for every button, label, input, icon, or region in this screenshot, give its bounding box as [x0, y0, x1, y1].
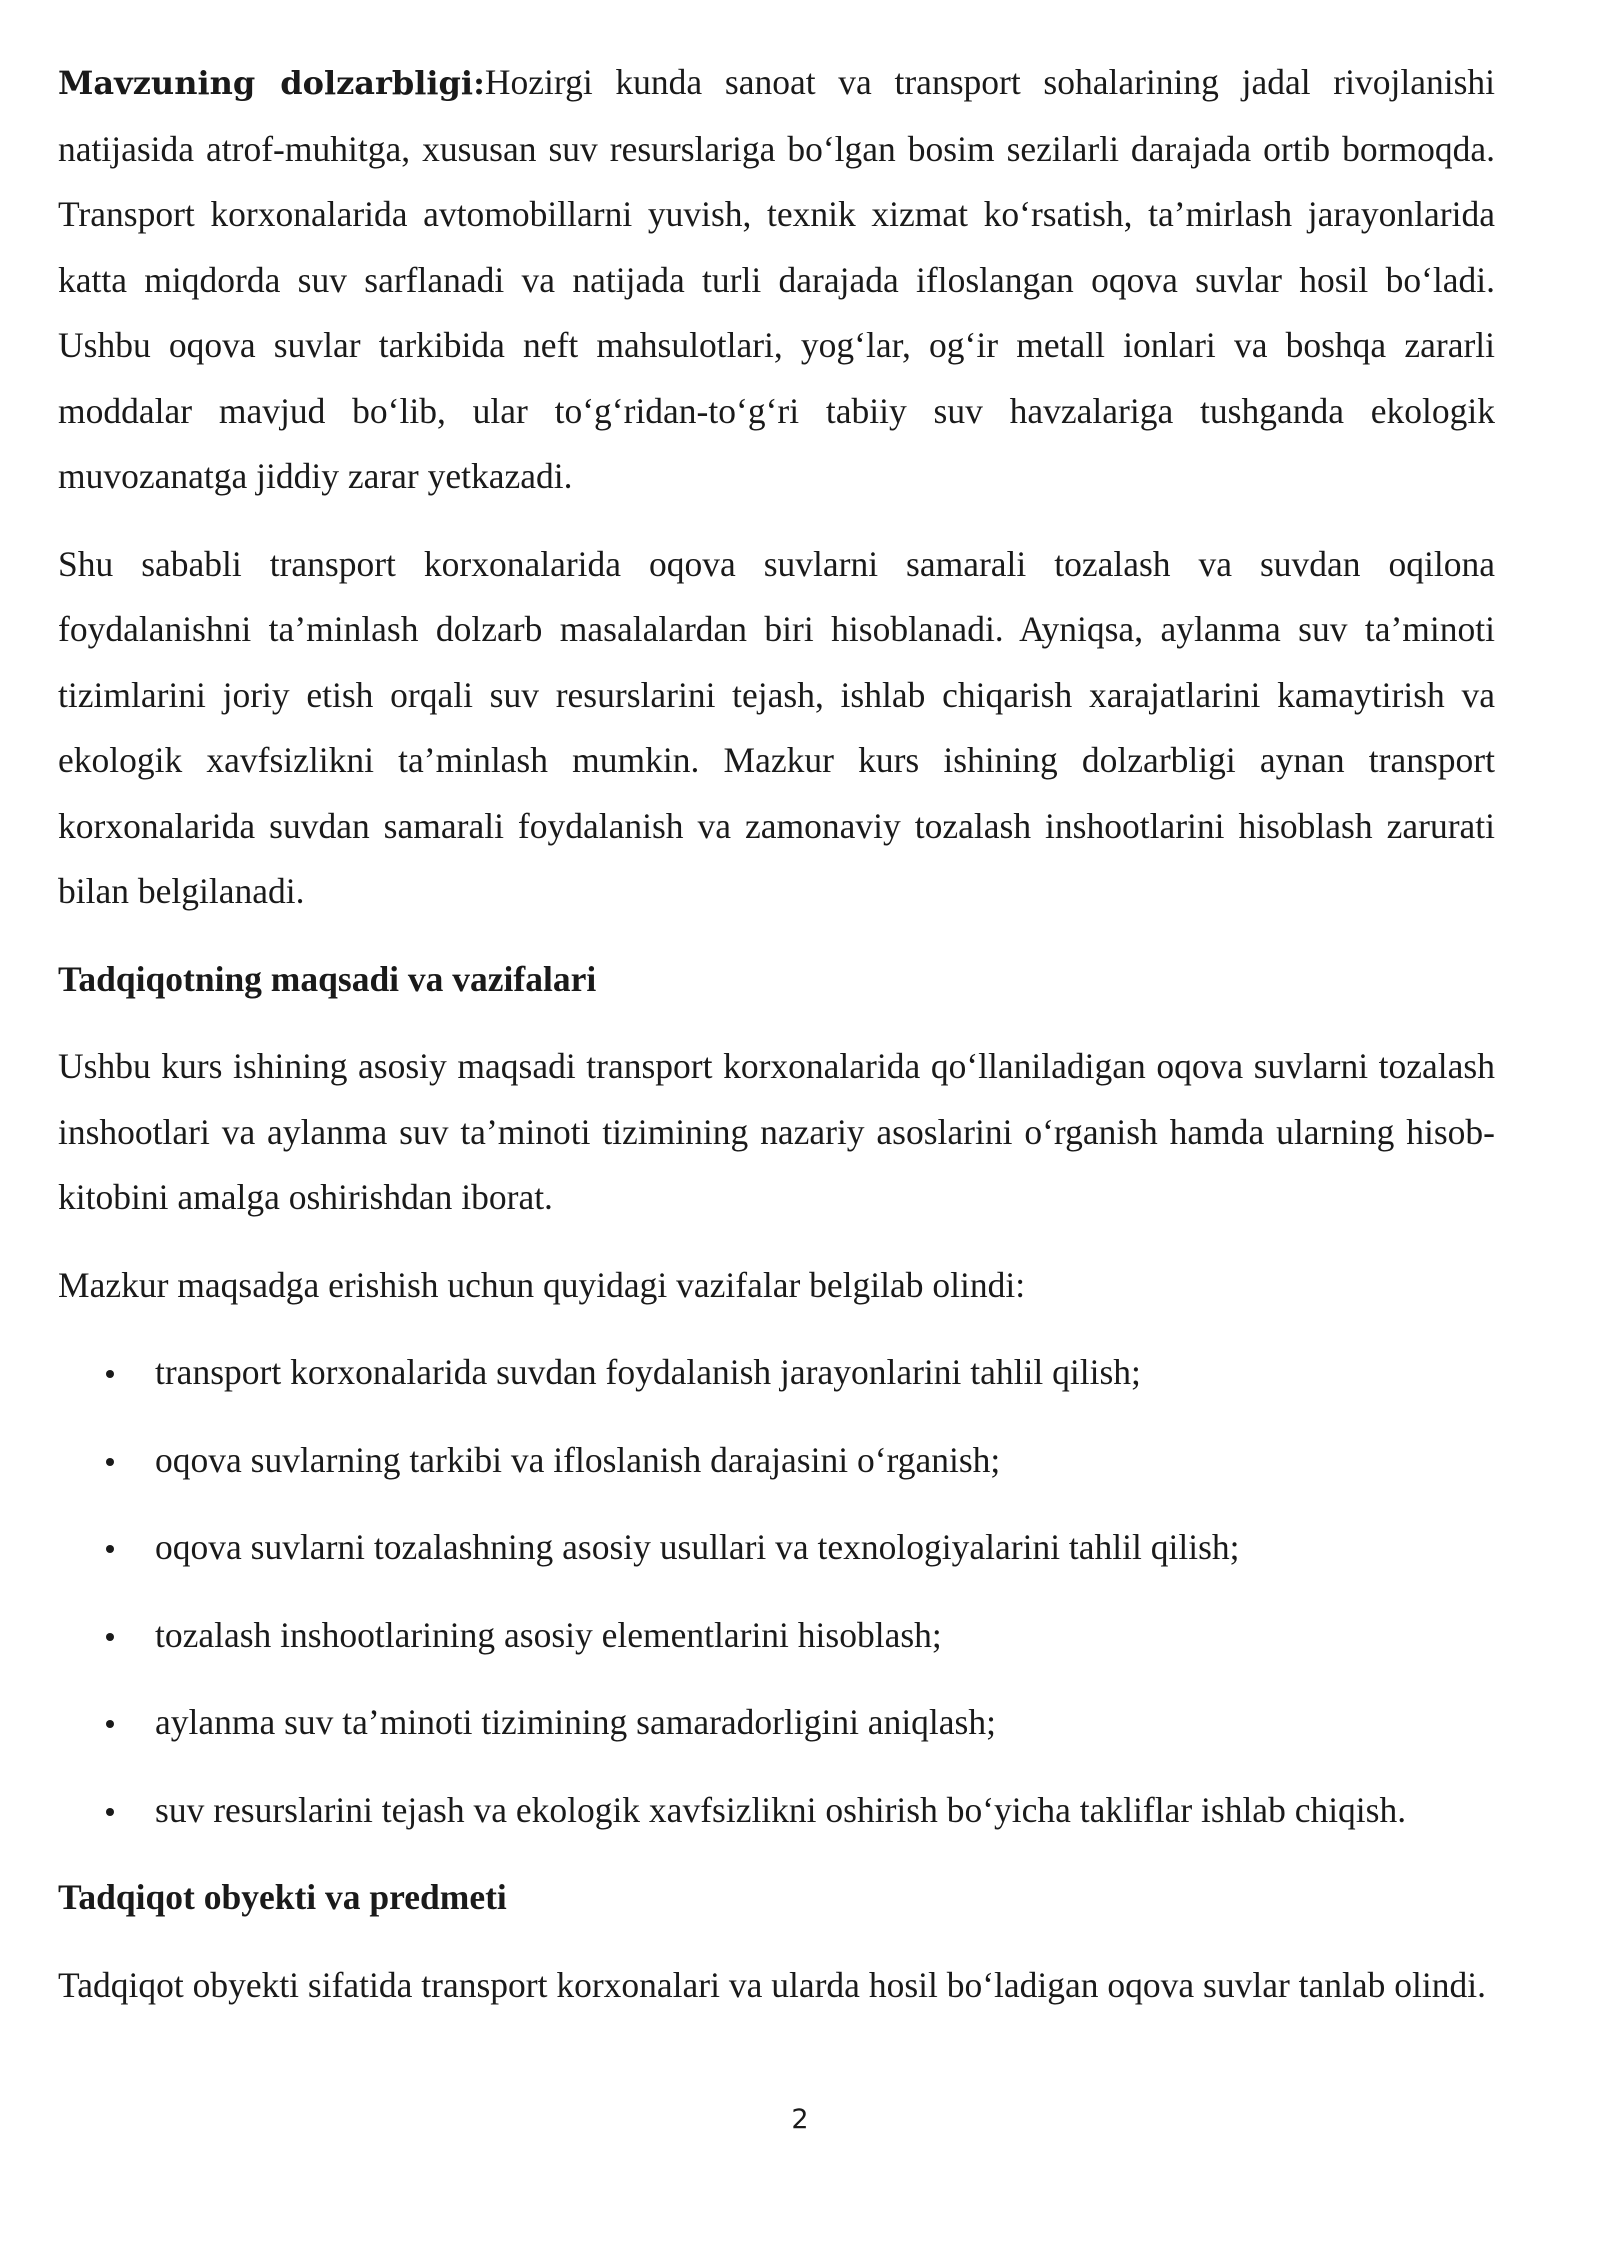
list-item — [58, 1428, 1495, 1494]
object-paragraph: Tadqiqot obyekti sifatida transport korxonalari va ularda hosil bo‘ladigan oqova suvlar tanlab olindi. — [58, 1964, 1487, 2005]
list-item-text: oqova suvlarni tozalashning asosiy usullari va texnologiyalarini tahlil qilish; — [155, 1527, 1240, 1567]
list-item-text: oqova suvlarning tarkibi va ifloslanish darajasini o‘rganish; — [155, 1439, 1001, 1480]
bullet-icon — [106, 1808, 114, 1816]
relevance-paragraph-2: Shu sababli transport korxonalarida oqova suvlarni samarali tozalash va suvdan oqilona foydalanishni ta’minlash dolzarb masalalardan biri hisoblanadi. Ayniqsa, aylanma suv ta’minoti tizimlarini joriy etish orqali suv resurslarini tejash, ishlab chiqarish xarajatlarini kamaytirish va ekologik xavfsizlikni ta’minlash mumkin. Mazkur kurs ishining dolzarbligi aynan transport korxonalarida suvdan samarali foydalanish va zamonaviy tozalash inshootlarini hisoblash zarurati bilan belgilanadi. — [58, 543, 1495, 911]
bullet-icon — [106, 1633, 114, 1641]
page-number: 2 — [791, 2104, 809, 2135]
tasks-list — [58, 1340, 1495, 1843]
bullet-icon — [106, 1545, 114, 1553]
bullet-icon — [106, 1720, 114, 1728]
goals-paragraph: Ushbu kurs ishining asosiy maqsadi transport korxonalarida qo‘llaniladigan oqova suvlarni tozalash inshootlari va aylanma suv ta’minoti tizimining nazariy asoslarini o‘rganish hamda ularning hisob-kitobini amalga oshirishdan iborat. — [58, 1046, 1495, 1217]
list-item — [58, 1603, 1495, 1669]
document-page — [58, 50, 1495, 2018]
relevance-paragraph — [58, 50, 1495, 510]
bullet-icon — [106, 1370, 114, 1378]
list-item — [58, 1778, 1495, 1844]
list-item-text: suv resurslarini tejash va ekologik xavfsizlikni oshirish bo‘yicha takliflar ishlab chiqish. — [155, 1789, 1407, 1830]
goals-heading: Tadqiqotning maqsadi va vazifalari — [58, 958, 597, 999]
bullet-icon — [106, 1458, 114, 1466]
object-heading: Tadqiqot obyekti va predmeti — [58, 1877, 507, 1917]
list-item-text: transport korxonalarida suvdan foydalanish jarayonlarini tahlil qilish; — [155, 1352, 1141, 1392]
list-item — [58, 1690, 1495, 1756]
relevance-label: Mavzuning dolzarbligi: — [58, 64, 485, 102]
list-item-text: aylanma suv ta’minoti tizimining samaradorligini aniqlash; — [155, 1702, 996, 1742]
relevance-text: Hozirgi kunda sanoat va transport sohalarining jadal rivojlanishi natijasida atrof-muhitga, xususan suv resurslariga bo‘lgan bosim sezilarli darajada ortib bormoqda. Transport korxonalarida avtomobillarni yuvish, texnik xizmat ko‘rsatish, ta’mirlash jarayonlarida katta miqdorda suv sarflanadi va natijada turli darajada ifloslangan oqova suvlar hosil bo‘ladi. Ushbu oqova suvlar tarkibida neft mahsulotlari, yog‘lar, og‘ir metall ionlari va boshqa zararli moddalar mavjud bo‘lib, ular to‘g‘ridan-to‘g‘ri tabiiy suv havzalariga tushganda ekologik muvozanatga jiddiy zarar yetkazadi. — [58, 62, 1496, 496]
list-item-text: tozalash inshootlarining asosiy elementlarini hisoblash; — [155, 1614, 942, 1655]
list-item — [58, 1515, 1495, 1581]
tasks-intro: Mazkur maqsadga erishish uchun quyidagi vazifalar belgilab olindi: — [58, 1264, 1026, 1305]
list-item — [58, 1340, 1495, 1406]
